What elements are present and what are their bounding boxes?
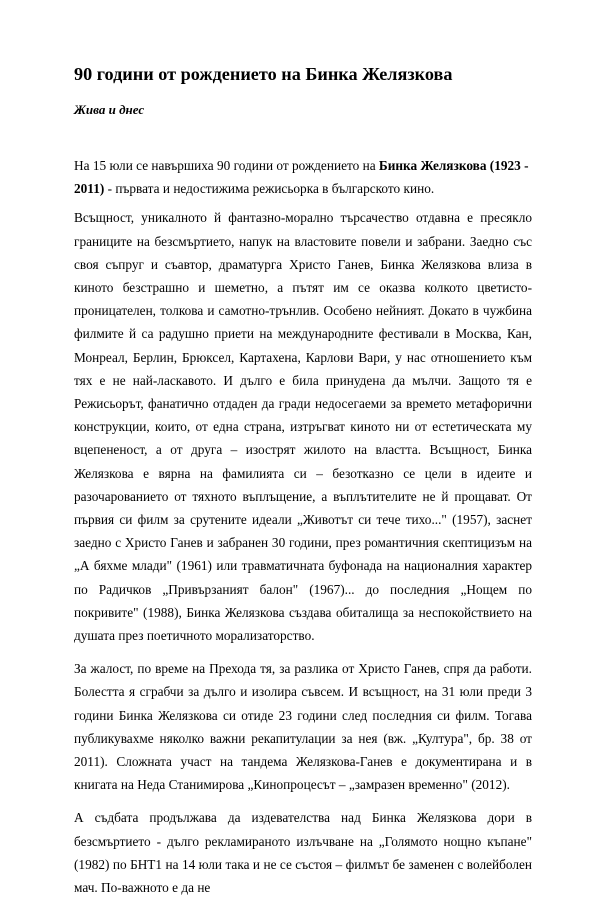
article-title: 90 години от рождението на Бинка Желязкова bbox=[74, 64, 453, 84]
body-paragraph-3: А съдбата продължава да издевателства над Бинка Желязкова дори в безсмъртието - дълго рекламираното излъчване на „Голямото нощно къпане" (1982) по БНТ1 на 14 юли така и не се състоя – филмът бе заменен с волейболен мач. По-важното е да не bbox=[74, 810, 532, 896]
body-paragraph-2: За жалост, по време на Прехода тя, за разлика от Христо Ганев, спря да работи. Болестта я сграбчи за дълго и изолира съвсем. И всъщност, на 31 юли преди 3 години Бинка Желязкова си отиде 23 години след последния си филм. Тогава публикувахме няколко важни рекапитулации за нея (вж. „Култура", бр. 38 от 2011). Сложната участ на тандема Желязкова-Ганев е документирана и в книгата на Неда Станимирова „Кинопроцесът – „замразен временно" (2012). bbox=[74, 661, 532, 793]
intro-text-before: На 15 юли се навършиха 90 години от рождението на bbox=[74, 158, 379, 173]
body-paragraph-1: Всъщност, уникалното й фантазно-морално търсачество отдавна е пресякло границите на безсмъртието, напук на властовите повели и забрани. Заедно със своя съпруг и съавтор, драматурга Христо Ганев, Бинка Желязкова влиза в киното безстрашно и шеметно, а пътят им се оказва колкото цветисто-проницателен, толкова и самотно-трънлив. Особено нейният. Докато в чужбина филмите й са радушно приети на международните фестивали в Москва, Кан, Монреал, Берлин, Брюксел, Картахена, Карлови Вари, у нас отношението към тях е не най-ласкавото. И дълго е била принудена да мълчи. Защото тя е Режисьорът, фанатично отдаден да гради недосегаеми за времето метафорични конструкции, които, от една страна, изтръгват киното ни от естетическата му вцепененост, а от друга – изострят жилото на властта. Всъщност, Бинка Желязкова е вярна на фамилията си – безотказно се цели в идеите и разочарованието от тяхното въплъщение, а въплътителите не й прощават. От първия си филм за срутените идеали „Животът си тече тихо..." (1957), заснет заедно с Христо Ганев и забранен 30 години, през романтичния скептицизъм на „А бяхме млади" (1961) или травматичната буфонада на националния характер по Радичков „Привързаният балон" (1967)... до последния „Нощем по покривите" (1988), Бинка Желязкова създава обиталища за неспокойствието на душата през поетичното морализаторство. bbox=[74, 210, 532, 644]
intro-paragraph bbox=[74, 154, 532, 200]
intro-text-after: - първата и недостижима режисьорка в българското кино. bbox=[104, 181, 435, 197]
intro-name-bold: Бинка Желязкова (1923 - 2011) bbox=[74, 158, 529, 197]
article-subtitle: Жива и днес bbox=[74, 102, 145, 117]
